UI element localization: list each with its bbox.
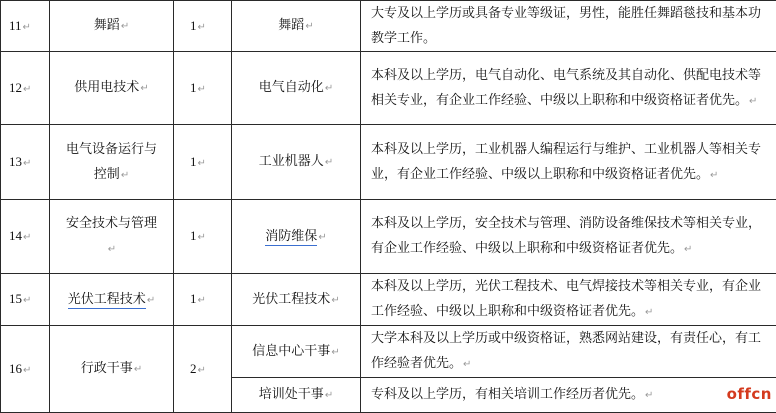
major-cell: 电气设备运行与控制↵ (50, 125, 174, 200)
post-cell: 工业机器人↵ (232, 125, 361, 200)
row-index-cell: 15↵ (1, 274, 50, 326)
major-cell: 舞蹈↵ (50, 1, 174, 52)
requirement-cell: 本科及以上学历，安全技术与管理、消防设备维保技术等相关专业，有企业工作经验、中级以上职称和中级资格证者优先。↵ (361, 200, 776, 274)
post-cell: 信息中心干事↵ (232, 326, 361, 378)
major-cell: 光伏工程技术↵ (50, 274, 174, 326)
major-cell: 行政干事↵ (50, 326, 174, 413)
requirement-cell: 本科及以上学历，电气自动化、电气系统及其自动化、供配电技术等相关专业，有企业工作经验、中级以上职称和中级资格证者优先。↵ (361, 52, 776, 125)
requirement-cell: 本科及以上学历，工业机器人编程运行与维护、工业机器人等相关专业，有企业工作经验、中级以上职称和中级资格证者优先。↵ (361, 125, 776, 200)
row-index-cell: 16↵ (1, 326, 50, 413)
post-cell: 电气自动化↵ (232, 52, 361, 125)
headcount-cell: 1↵ (174, 1, 232, 52)
row-index-cell: 12↵ (1, 52, 50, 125)
headcount-cell: 1↵ (174, 200, 232, 274)
row-index-cell: 14↵ (1, 200, 50, 274)
headcount-cell: 1↵ (174, 125, 232, 200)
headcount-cell: 1↵ (174, 274, 232, 326)
table-row (1, 200, 776, 274)
row-index-cell: 11↵ (1, 1, 50, 52)
post-cell: 培训处干事↵ (232, 378, 361, 413)
requirement-cell: 大专及以上学历或具备专业等级证，男性，能胜任舞蹈毯技和基本功教学工作。 (361, 1, 776, 52)
headcount-cell: 2↵ (174, 326, 232, 413)
watermark-logo: offcn (727, 385, 772, 403)
table-row (1, 125, 776, 200)
post-cell: 舞蹈↵ (232, 1, 361, 52)
table-row (1, 52, 776, 125)
post-cell: 消防维保↵ (232, 200, 361, 274)
major-cell: 安全技术与管理↵ (50, 200, 174, 274)
table-row (1, 1, 776, 52)
table-row (1, 326, 776, 378)
requirement-cell: 专科及以上学历，有相关培训工作经历者优先。↵ (361, 378, 776, 413)
requirement-cell: 本科及以上学历，光伏工程技术、电气焊接技术等相关专业，有企业工作经验、中级以上职称和中级资格证者优先。↵ (361, 274, 776, 326)
table-row (1, 274, 776, 326)
post-cell: 光伏工程技术↵ (232, 274, 361, 326)
headcount-cell: 1↵ (174, 52, 232, 125)
row-index-cell: 13↵ (1, 125, 50, 200)
major-cell: 供用电技术↵ (50, 52, 174, 125)
requirement-cell: 大学本科及以上学历或中级资格证，熟悉网站建设，有责任心，有工作经验者优先。↵ (361, 326, 776, 378)
